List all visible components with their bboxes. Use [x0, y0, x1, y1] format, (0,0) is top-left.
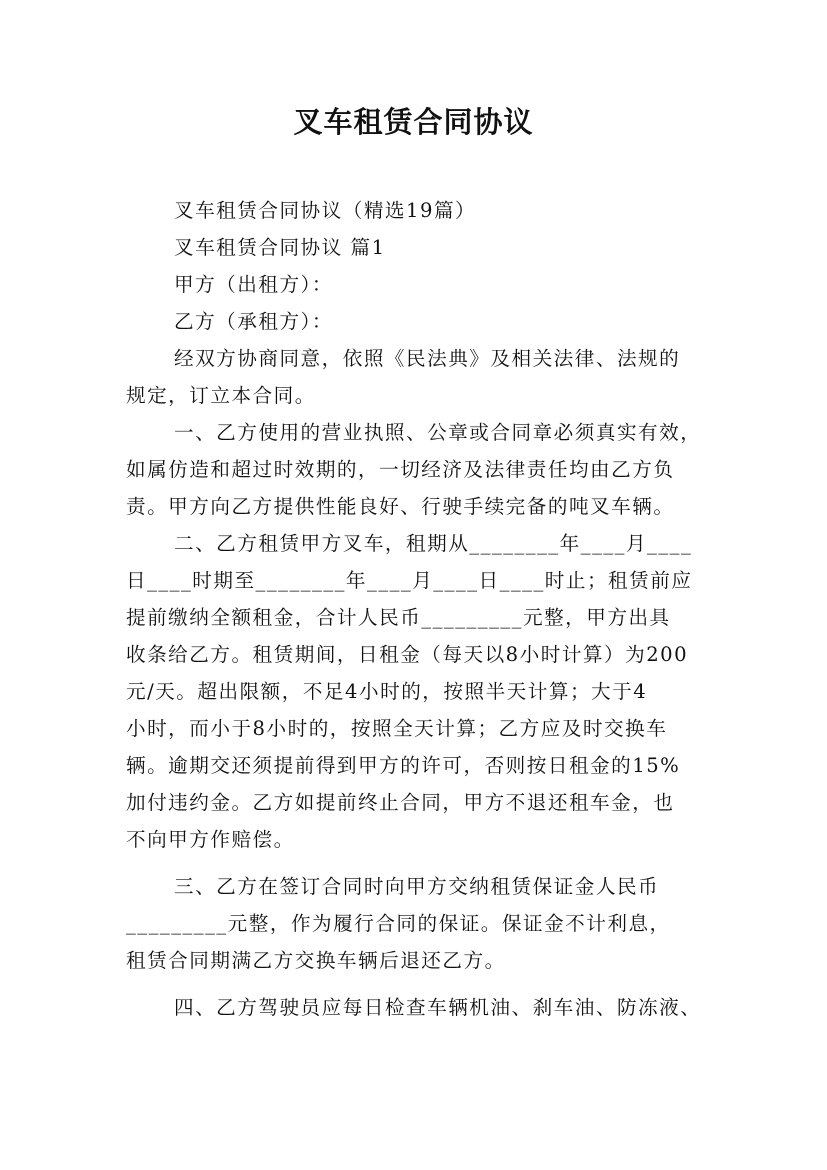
doc-line: 加付违约金。乙方如提前终止合同，甲方不退还租车金，也 — [126, 791, 675, 814]
doc-line: 如属仿造和超过时效期的，一切经济及法律责任均由乙方负 — [126, 458, 675, 481]
document-title: 叉车租赁合同协议 — [293, 105, 534, 139]
doc-line: 元/天。超出限额，不足4小时的，按照半天计算；大于4 — [126, 680, 648, 703]
doc-line: 叉车租赁合同协议 篇1 — [174, 236, 386, 259]
doc-line: 租赁合同期满乙方交换车辆后退还乙方。 — [126, 949, 506, 972]
doc-line: 一、乙方使用的营业执照、公章或合同章必须真实有效， — [174, 421, 702, 444]
paragraph-gap — [126, 858, 706, 868]
doc-line: 四、乙方驾驶员应每日检查车辆机油、刹车油、防冻液、 — [174, 996, 702, 1019]
doc-line: 辆。逾期交还须提前得到甲方的许可，否则按日租金的15% — [126, 754, 681, 777]
doc-line: 规定，订立本合同。 — [126, 384, 316, 407]
doc-line: _________元整，作为履行合同的保证。保证金不计利息， — [126, 912, 671, 935]
doc-line: 经双方协商同意，依照《民法典》及相关法律、法规的 — [174, 347, 681, 370]
doc-line: 二、乙方租赁甲方叉车，租期从________年____月____ — [174, 532, 693, 555]
paragraph-gap — [126, 979, 706, 989]
doc-line: 责。甲方向乙方提供性能良好、行驶手续完备的吨叉车辆。 — [126, 495, 675, 518]
doc-line: 三、乙方在签订合同时向甲方交纳租赁保证金人民币 — [174, 875, 660, 898]
doc-line: 收条给乙方。租赁期间，日租金（每天以8小时计算）为200 — [126, 643, 689, 666]
doc-line: 甲方（出租方）： — [174, 273, 333, 296]
doc-line: 提前缴纳全额租金，合计人民币_________元整，甲方出具 — [126, 606, 671, 629]
doc-line: 日____时期至________年____月____日____时止；租赁前应 — [126, 569, 693, 592]
doc-line: 叉车租赁合同协议（精选19篇） — [174, 199, 477, 222]
document-body — [126, 192, 706, 1026]
doc-line: 不向甲方作赔偿。 — [126, 828, 295, 851]
doc-line: 乙方（承租方）： — [174, 310, 333, 333]
doc-line: 小时，而小于8小时的，按照全天计算；乙方应及时交换车 — [126, 717, 668, 740]
